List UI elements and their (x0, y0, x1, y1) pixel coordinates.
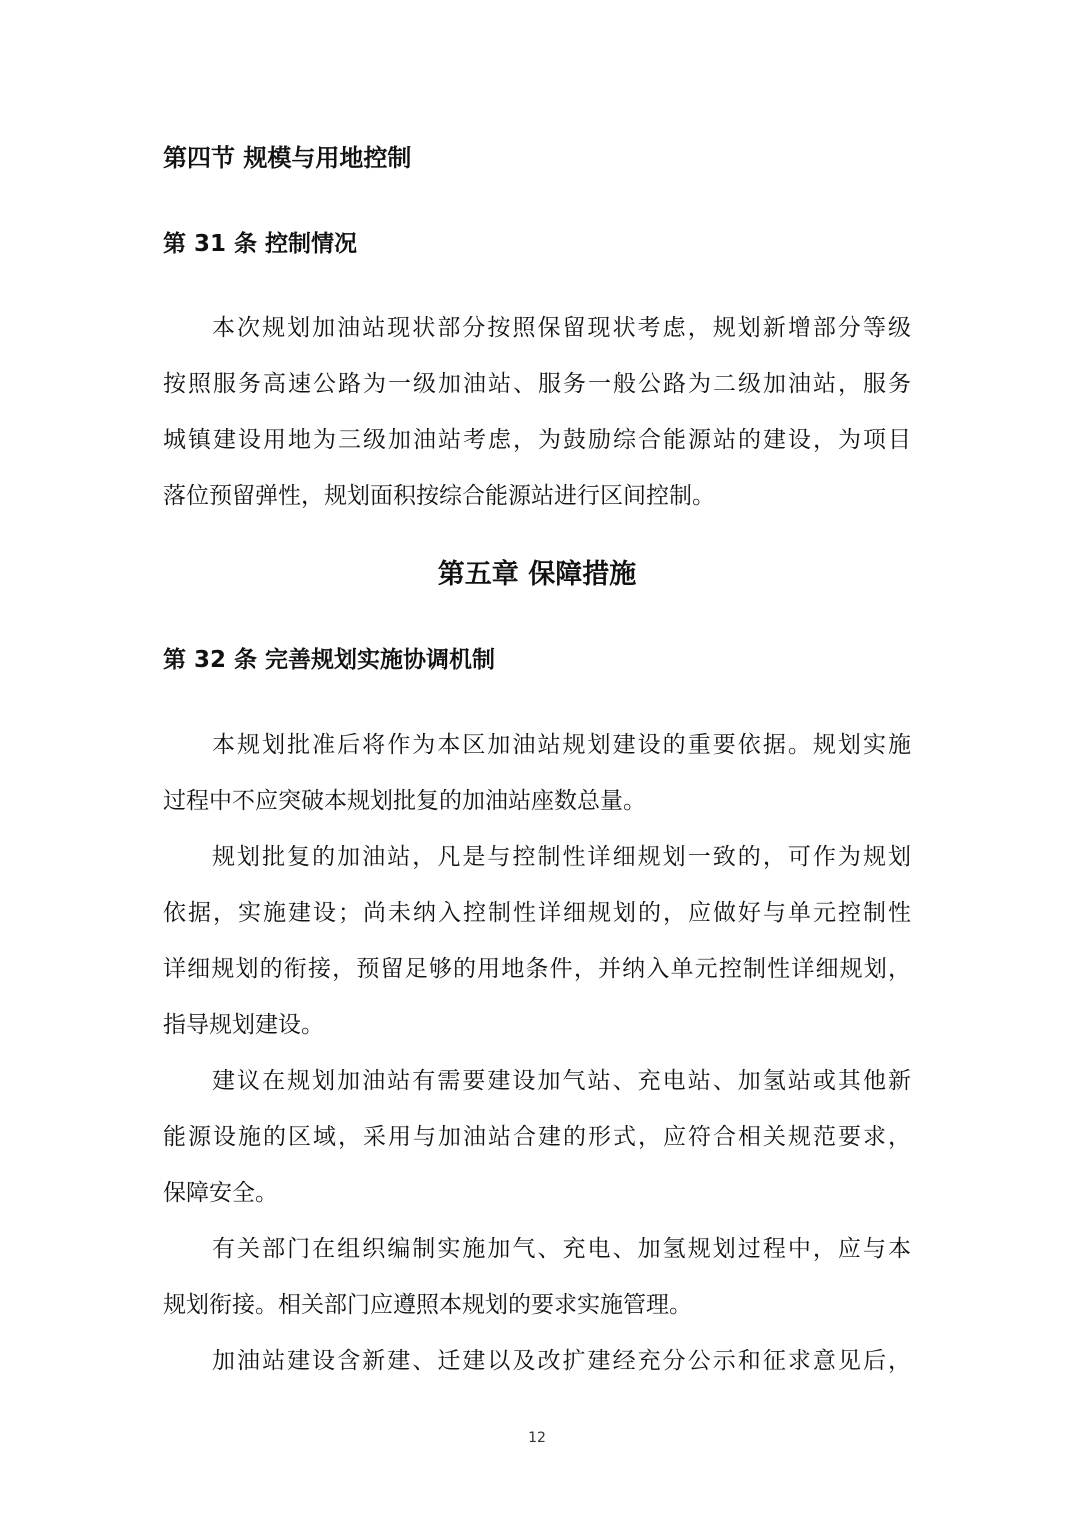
paragraph-line: 规划批复的加油站，凡是与控制性详细规划一致的，可作为规划 (212, 844, 911, 870)
paragraph-line: 详细规划的衔接，预留足够的用地条件，并纳入单元控制性详细规划， (163, 956, 911, 982)
paragraph-line: 有关部门在组织编制实施加气、充电、加氢规划过程中，应与本 (212, 1236, 911, 1262)
paragraph-line: 加油站建设含新建、迁建以及改扩建经充分公示和征求意见后， (212, 1348, 911, 1374)
chapter-heading: 第五章 保障措施 (437, 559, 637, 590)
paragraph-line: 落位预留弹性，规划面积按综合能源站进行区间控制。 (163, 483, 715, 509)
article-31-title: 第 31 条 控制情况 (163, 231, 358, 257)
paragraph-line: 按照服务高速公路为一级加油站、服务一般公路为二级加油站，服务 (163, 371, 911, 397)
paragraph-line: 依据，实施建设；尚未纳入控制性详细规划的，应做好与单元控制性 (163, 900, 911, 926)
paragraph-line: 保障安全。 (163, 1180, 278, 1206)
article-32-title: 第 32 条 完善规划实施协调机制 (163, 647, 496, 673)
paragraph-line: 能源设施的区域，采用与加油站合建的形式，应符合相关规范要求， (163, 1124, 911, 1150)
paragraph-line: 城镇建设用地为三级加油站考虑，为鼓励综合能源站的建设，为项目 (163, 427, 911, 453)
section-heading: 第四节 规模与用地控制 (163, 144, 412, 172)
paragraph-line: 指导规划建设。 (163, 1012, 324, 1038)
paragraph-line: 规划衔接。相关部门应遵照本规划的要求实施管理。 (163, 1292, 692, 1318)
page-number: 12 (528, 1430, 546, 1446)
paragraph-line: 本规划批准后将作为本区加油站规划建设的重要依据。规划实施 (212, 732, 911, 758)
paragraph-line: 过程中不应突破本规划批复的加油站座数总量。 (163, 788, 646, 814)
paragraph-line: 本次规划加油站现状部分按照保留现状考虑，规划新增部分等级 (212, 315, 911, 341)
paragraph-line: 建议在规划加油站有需要建设加气站、充电站、加氢站或其他新 (212, 1068, 911, 1094)
